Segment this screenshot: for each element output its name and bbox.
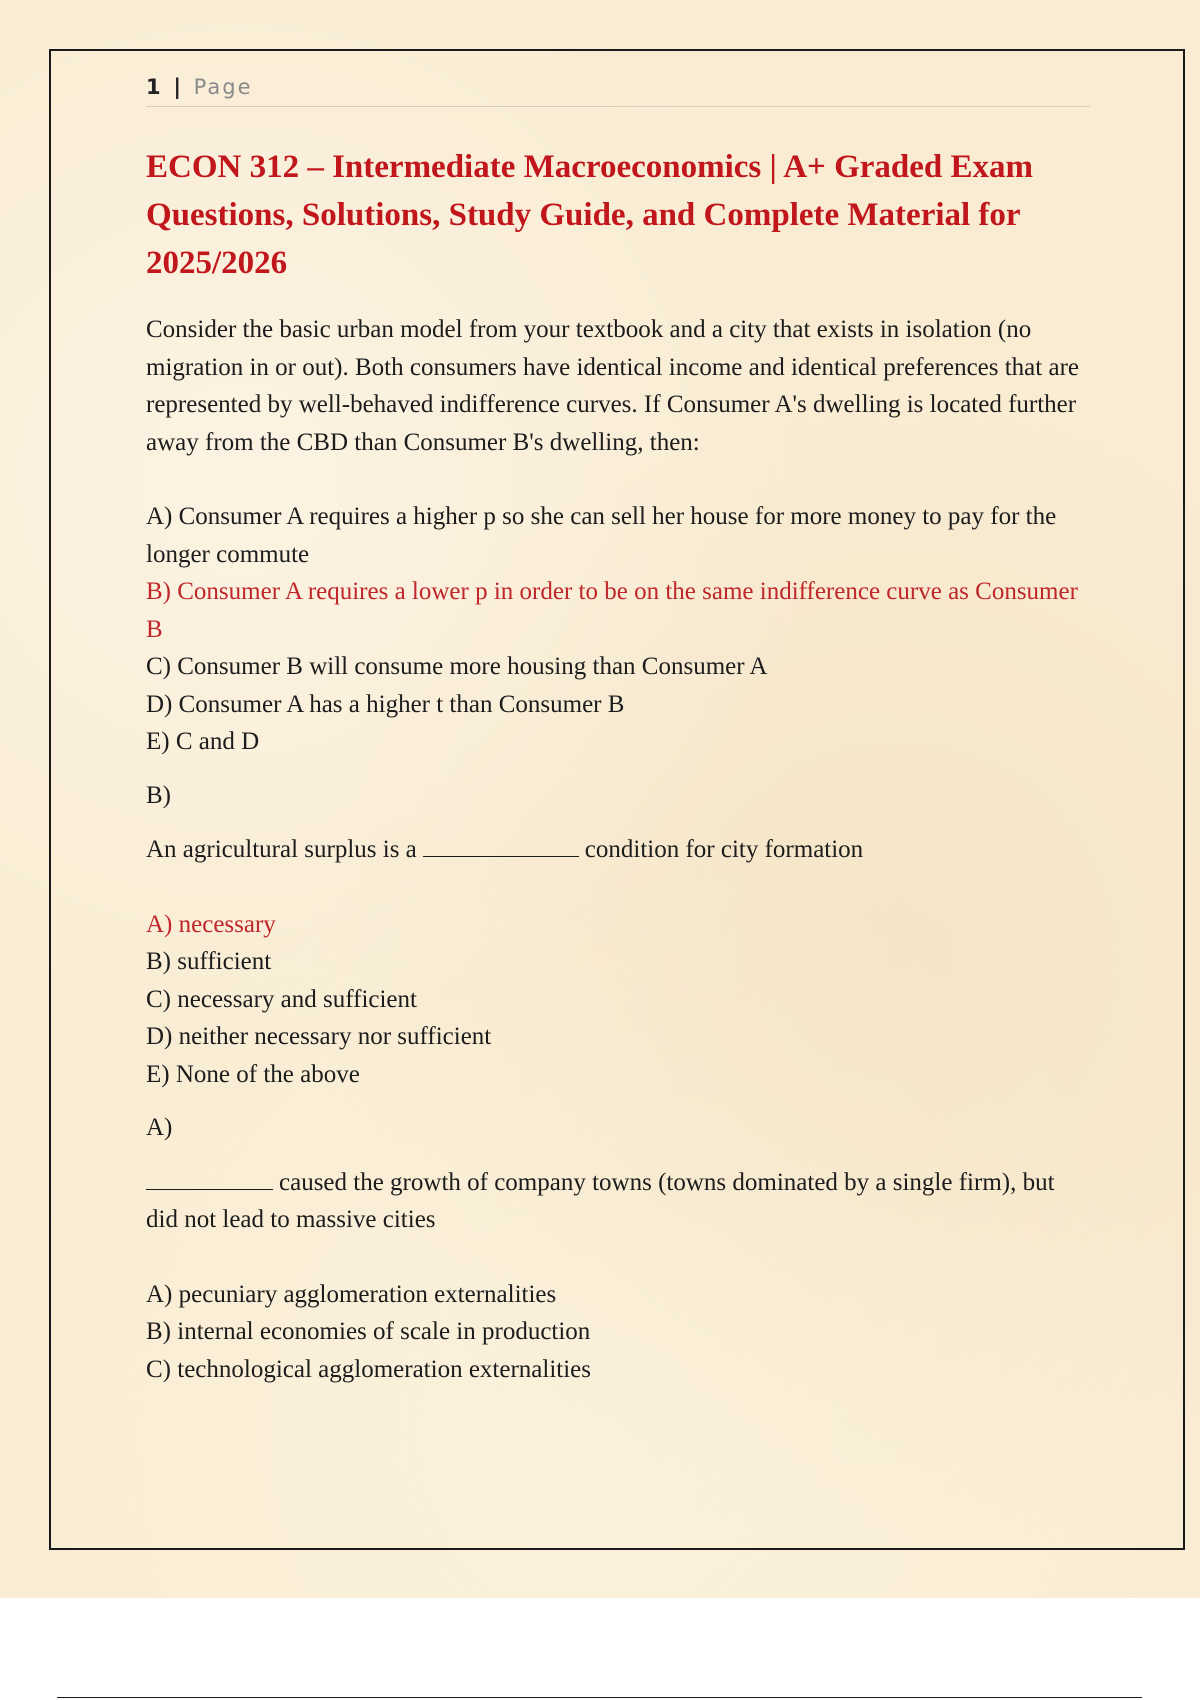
question-2-option-c: C) necessary and sufficient xyxy=(146,985,417,1013)
question-1-answer: B) xyxy=(146,781,171,809)
question-2-stem xyxy=(146,831,1092,869)
question-1-option-d: D) Consumer A has a higher t than Consumer B xyxy=(146,690,625,718)
footer-rule xyxy=(57,1697,1142,1698)
question-2-stem-after: condition for city formation xyxy=(584,836,864,863)
question-2-option-a-correct: A) necessary xyxy=(146,910,276,938)
question-1-stem: Consider the basic urban model from your textbook and a city that exists in isolation (no migration in or out). Both consumers have identical income and identical preferences that are represented by well-behaved indifference curves. If Consumer A's dwelling is located further away from the CBD than Consumer B's dwelling, then: xyxy=(146,316,1079,456)
question-2-option-b: B) sufficient xyxy=(146,948,272,975)
page-number: 1 xyxy=(146,75,161,99)
question-1-options xyxy=(146,498,1092,761)
question-2-option-e: E) None of the above xyxy=(146,1060,360,1088)
document-title: ECON 312 – Intermediate Macroeconomics | A+ Graded Exam Questions, Solutions, Study Guide, and Complete Material for 2025/2026 xyxy=(146,149,1034,281)
document-content xyxy=(146,66,1092,1388)
page-header xyxy=(146,66,1090,107)
question-1-option-c: C) Consumer B will consume more housing than Consumer A xyxy=(146,653,768,680)
question-3-options xyxy=(146,1276,1092,1389)
question-3-stem xyxy=(146,1164,1092,1239)
question-3-stem-after: caused the growth of company towns (towns dominated by a single firm), but did not lead to massive cities xyxy=(146,1168,1055,1233)
question-2-stem-before: An agricultural surplus is a xyxy=(146,836,417,863)
question-3-option-c: C) technological agglomeration externalities xyxy=(146,1355,591,1383)
question-1-option-b-correct: B) Consumer A requires a lower p in order to be on the same indifference curve as Consumer B xyxy=(146,578,1078,643)
page-header-separator: | xyxy=(173,75,181,99)
question-3-option-b: B) internal economies of scale in production xyxy=(146,1318,591,1345)
question-2-option-d: D) neither necessary nor sufficient xyxy=(146,1023,492,1050)
fill-in-blank xyxy=(423,832,579,857)
question-2-answer: A) xyxy=(146,1114,173,1141)
page-label: Page xyxy=(193,75,253,99)
question-1-option-e: E) C and D xyxy=(146,728,260,755)
question-3-option-a: A) pecuniary agglomeration externalities xyxy=(146,1280,557,1308)
fill-in-blank xyxy=(146,1165,273,1190)
question-2-options xyxy=(146,906,1092,1094)
question-1-option-a: A) Consumer A requires a higher p so she can sell her house for more money to pay for the longer commute xyxy=(146,503,1057,568)
